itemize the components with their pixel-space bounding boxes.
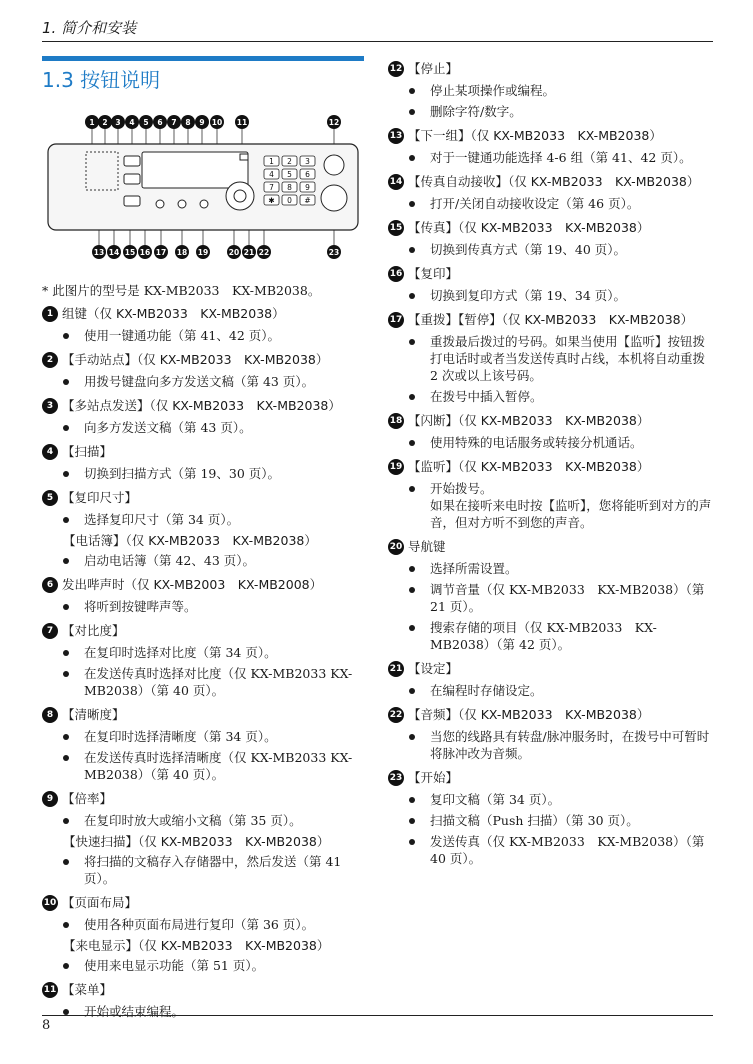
entry-heading (42, 576, 362, 594)
bullet-list (42, 1003, 362, 1020)
keypad-key-label: 5 (287, 170, 292, 179)
callouts-bottom (92, 245, 341, 259)
callout-number-badge: 22 (388, 707, 404, 723)
entry-title-text: 【传真自动接收】（仅 KX-MB2033 KX-MB2038） (408, 174, 700, 189)
entry-heading (388, 458, 713, 476)
callout-number: 7 (171, 118, 177, 127)
callout-number-badge: 11 (42, 982, 58, 998)
entry-title-text: 【监听】（仅 KX-MB2033 KX-MB2038） (408, 459, 650, 474)
button-entry (42, 576, 362, 615)
bullet-list (388, 241, 713, 258)
keypad-key-label: 0 (287, 196, 292, 205)
entry-title-text: 【重拨】【暂停】（仅 KX-MB2033 KX-MB2038） (408, 312, 694, 327)
bullet-item: 删除字符/数字。 (388, 103, 713, 120)
callout-number: 6 (157, 118, 163, 127)
bullet-item: 选择所需设置。 (388, 560, 713, 577)
entry-heading (42, 443, 362, 461)
running-header: 1. 简介和安装 (42, 19, 137, 37)
button-entry (42, 351, 362, 390)
section-title: 1.3 按钮说明 (42, 68, 161, 92)
mode-button-2 (124, 174, 140, 184)
entry-title-text: 【清晰度】 (62, 707, 125, 722)
keypad-key-label: ✱ (268, 196, 275, 205)
sub-bullet-list (42, 957, 362, 974)
bullet-list (388, 333, 713, 405)
mode-button-1 (124, 156, 140, 166)
left-column (42, 283, 362, 1027)
entry-title-text: 导航键 (408, 539, 446, 554)
start-button (321, 185, 347, 211)
bullet-item: 调节音量（仅 KX-MB2033 KX-MB2038）（第 21 页）。 (388, 581, 713, 615)
entry-heading (42, 489, 362, 507)
bullet-list (388, 149, 713, 166)
callout-number: 9 (199, 118, 205, 127)
keypad-key-label: 9 (305, 183, 310, 192)
stop-button (324, 155, 344, 175)
page-number: 8 (42, 1018, 51, 1033)
bullet-item: 重拨最后拨过的号码。如果当使用【监听】按钮拨打电话时或者当发送传真时占线，本机将自动重拨 2 次或以上该号码。 (388, 333, 713, 384)
entry-subtitle: 【电话簿】（仅 KX-MB2033 KX-MB2038） (63, 533, 317, 548)
keypad-key-label: 6 (305, 170, 310, 179)
button-entry (388, 311, 713, 405)
entry-heading (388, 706, 713, 724)
callout-number: 17 (155, 248, 167, 257)
callout-number: 14 (108, 248, 120, 257)
callout-number-badge: 7 (42, 623, 58, 639)
bullet-list (42, 598, 362, 615)
bullet-list (42, 373, 362, 390)
entry-heading (42, 351, 362, 369)
callout-number-badge: 21 (388, 661, 404, 677)
bullet-list (388, 480, 713, 531)
bullet-text: 开始拨号。 (430, 481, 493, 496)
entry-title-text: 【复印】 (408, 266, 459, 281)
section-bar (42, 56, 364, 61)
entry-heading (42, 706, 362, 724)
bullet-list (388, 434, 713, 451)
callout-number: 23 (328, 248, 340, 257)
entry-heading (388, 412, 713, 430)
bullet-list (42, 327, 362, 344)
right-entries (388, 60, 713, 867)
button-entry (388, 706, 713, 762)
bullet-list (388, 287, 713, 304)
bullet-item: 开始或结束编程。 (42, 1003, 362, 1020)
callout-number-badge: 16 (388, 266, 404, 282)
button-entry (388, 660, 713, 699)
entry-title-text: 【手动站点】（仅 KX-MB2033 KX-MB2038） (62, 352, 329, 367)
entry-heading (388, 311, 713, 329)
entry-subtitle: 【快速扫描】（仅 KX-MB2033 KX-MB2038） (63, 834, 330, 849)
mode-button-3 (124, 196, 140, 206)
keypad-key-label: 7 (269, 183, 274, 192)
button-entry (42, 397, 362, 436)
entry-heading (42, 397, 362, 415)
keypad-key-label: 2 (287, 157, 292, 166)
bullet-item: 使用特殊的电话服务或转接分机通话。 (388, 434, 713, 451)
button-entry (388, 769, 713, 867)
bullet-item: 启动电话簿（第 42、43 页）。 (42, 552, 362, 569)
entry-heading (388, 60, 713, 78)
button-entry (388, 219, 713, 258)
callout-number-badge: 13 (388, 128, 404, 144)
bullet-item: 在复印时放大或缩小文稿（第 35 页）。 (42, 812, 362, 829)
bullet-item: 切换到传真方式（第 19、40 页）。 (388, 241, 713, 258)
figure-note: * 此图片的型号是 KX-MB2033 KX-MB2038。 (42, 283, 321, 298)
entry-title-text: 【页面布局】 (62, 895, 138, 910)
bullet-item: 用拨号键盘向多方发送文稿（第 43 页）。 (42, 373, 362, 390)
entry-heading (388, 173, 713, 191)
bullet-item: 使用来电显示功能（第 51 页）。 (42, 957, 362, 974)
entry-title-text: 【复印尺寸】 (62, 490, 138, 505)
button-entry (388, 412, 713, 451)
entry-heading (388, 265, 713, 283)
entry-heading (42, 981, 362, 999)
callout-number: 5 (143, 118, 149, 127)
button-entry (388, 538, 713, 653)
bullet-list (388, 682, 713, 699)
small-button-1 (156, 200, 164, 208)
callout-number: 11 (236, 118, 248, 127)
bullet-item: 在复印时选择对比度（第 34 页）。 (42, 644, 362, 661)
callout-number-badge: 3 (42, 398, 58, 414)
entry-title-text: 【菜单】 (62, 982, 113, 997)
callout-number-badge: 14 (388, 174, 404, 190)
bullet-item: 复印文稿（第 34 页）。 (388, 791, 713, 808)
callouts-top (85, 115, 341, 129)
footer-rule (42, 1015, 713, 1016)
callout-number-badge: 15 (388, 220, 404, 236)
bullet-list (42, 465, 362, 482)
callout-number: 12 (328, 118, 340, 127)
navigator-inner (234, 190, 246, 202)
entry-title-text: 【对比度】 (62, 623, 125, 638)
bullet-list (42, 419, 362, 436)
callout-number-badge: 8 (42, 707, 58, 723)
bullet-item: 扫描文稿（Push 扫描）（第 30 页）。 (388, 812, 713, 829)
callout-number: 10 (211, 118, 223, 127)
bullet-item: 将扫描的文稿存入存储器中，然后发送（第 41 页）。 (42, 853, 362, 887)
bullet-list (42, 812, 362, 829)
entry-heading (42, 894, 362, 912)
bullet-item: 在编程时存储设定。 (388, 682, 713, 699)
callout-number: 13 (93, 248, 105, 257)
callout-number-badge: 4 (42, 444, 58, 460)
entry-subtitle: 【来电显示】（仅 KX-MB2033 KX-MB2038） (63, 938, 330, 953)
bullet-item: 将听到按键哔声等。 (42, 598, 362, 615)
button-entry (388, 60, 713, 120)
bullet-item: 在拨号中插入暂停。 (388, 388, 713, 405)
menu-key (240, 154, 248, 160)
button-entry (42, 790, 362, 887)
entry-title-text: 发出哔声时（仅 KX-MB2003 KX-MB2008） (62, 577, 323, 592)
callout-number-badge: 2 (42, 352, 58, 368)
entry-heading (42, 790, 362, 808)
entry-heading (388, 769, 713, 787)
lcd-display (142, 152, 248, 188)
callout-number-badge: 6 (42, 577, 58, 593)
entry-title-text: 【扫描】 (62, 444, 113, 459)
bullet-item: 打开/关闭自动接收设定（第 46 页）。 (388, 195, 713, 212)
entry-title-text: 【倍率】 (62, 791, 113, 806)
button-entry (42, 489, 362, 569)
entry-heading (388, 219, 713, 237)
bullet-continuation: 如果在接听来电时按【监听】，您将能听到对方的声音，但对方听不到您的声音。 (430, 498, 712, 530)
button-entry (388, 265, 713, 304)
bullet-list (388, 82, 713, 120)
right-column (388, 60, 713, 874)
bullet-list (388, 195, 713, 212)
callout-number: 18 (176, 248, 188, 257)
bullet-item: 切换到扫描方式（第 19、30 页）。 (42, 465, 362, 482)
control-panel-diagram (42, 112, 364, 262)
entry-title-text: 【闪断】（仅 KX-MB2033 KX-MB2038） (408, 413, 650, 428)
bullet-item: 使用一键通功能（第 41、42 页）。 (42, 327, 362, 344)
callout-number: 1 (89, 118, 95, 127)
sub-bullet-list (42, 853, 362, 887)
entry-title-text: 【多站点发送】（仅 KX-MB2033 KX-MB2038） (62, 398, 341, 413)
button-entry (388, 458, 713, 531)
callout-number-badge: 5 (42, 490, 58, 506)
entry-heading (388, 660, 713, 678)
bullet-item: 对于一键通功能选择 4-6 组（第 41、42 页）。 (388, 149, 713, 166)
bullet-item: 发送传真（仅 KX-MB2033 KX-MB2038）（第 40 页）。 (388, 833, 713, 867)
button-entry (42, 622, 362, 699)
callout-number: 16 (139, 248, 151, 257)
bullet-item: 当您的线路具有转盘/脉冲服务时，在拨号中可暂时将脉冲改为音频。 (388, 728, 713, 762)
callout-number: 19 (197, 248, 209, 257)
header-rule (42, 41, 713, 42)
bullet-list (42, 644, 362, 699)
bullet-item (388, 480, 713, 531)
callout-number-badge: 12 (388, 61, 404, 77)
bullet-item: 在发送传真时选择对比度（仅 KX-MB2033 KX-MB2038）（第 40 页）。 (42, 665, 362, 699)
entry-heading (388, 538, 713, 556)
callout-number: 2 (102, 118, 108, 127)
entry-heading (388, 127, 713, 145)
keypad-key-label: # (304, 196, 311, 205)
button-entry (388, 127, 713, 166)
callout-number-badge: 19 (388, 459, 404, 475)
callout-number: 4 (129, 118, 135, 127)
bullet-list (42, 728, 362, 783)
button-entry (42, 443, 362, 482)
entry-title-text: 【停止】 (408, 61, 459, 76)
callout-number: 3 (115, 118, 121, 127)
bullet-item: 切换到复印方式（第 19、34 页）。 (388, 287, 713, 304)
bullet-list (388, 560, 713, 653)
bullet-item: 向多方发送文稿（第 43 页）。 (42, 419, 362, 436)
bullet-list (388, 791, 713, 867)
left-entries (42, 305, 362, 1020)
callout-number: 21 (243, 248, 255, 257)
entry-title-text: 【音频】（仅 KX-MB2033 KX-MB2038） (408, 707, 650, 722)
callout-number-badge: 18 (388, 413, 404, 429)
keypad-key-label: 1 (269, 157, 274, 166)
callout-number: 15 (124, 248, 136, 257)
callout-number: 8 (185, 118, 191, 127)
bullet-item: 使用各种页面布局进行复印（第 36 页）。 (42, 916, 362, 933)
entry-title-text: 【开始】 (408, 770, 459, 785)
sub-bullet-list (42, 552, 362, 569)
bullet-item: 停止某项操作或编程。 (388, 82, 713, 99)
callout-number: 20 (228, 248, 240, 257)
callout-number-badge: 17 (388, 312, 404, 328)
bullet-list (42, 511, 362, 528)
callout-number-badge: 9 (42, 791, 58, 807)
bullet-item: 选择复印尺寸（第 34 页）。 (42, 511, 362, 528)
bullet-item: 搜索存储的项目（仅 KX-MB2033 KX-MB2038）（第 42 页）。 (388, 619, 713, 653)
entry-heading (42, 305, 362, 323)
bullet-list (42, 916, 362, 933)
bullet-item: 在复印时选择清晰度（第 34 页）。 (42, 728, 362, 745)
button-entry (42, 706, 362, 783)
entry-title-text: 【下一组】（仅 KX-MB2033 KX-MB2038） (408, 128, 662, 143)
callout-number-badge: 20 (388, 539, 404, 555)
button-entry (42, 305, 362, 344)
entry-title-text: 【传真】（仅 KX-MB2033 KX-MB2038） (408, 220, 650, 235)
entry-title-text: 组键（仅 KX-MB2033 KX-MB2038） (62, 306, 285, 321)
callout-number-badge: 10 (42, 895, 58, 911)
callout-number-badge: 23 (388, 770, 404, 786)
entry-title-text: 【设定】 (408, 661, 459, 676)
small-button-3 (200, 200, 208, 208)
button-entry (42, 894, 362, 974)
button-entry (388, 173, 713, 212)
keypad-key-label: 4 (269, 170, 274, 179)
bullet-list (388, 728, 713, 762)
callout-number: 22 (258, 248, 270, 257)
small-button-2 (178, 200, 186, 208)
callout-number-badge: 1 (42, 306, 58, 322)
bullet-item: 在发送传真时选择清晰度（仅 KX-MB2033 KX-MB2038）（第 40 页）。 (42, 749, 362, 783)
keypad-key-label: 8 (287, 183, 292, 192)
keypad-key-label: 3 (305, 157, 310, 166)
entry-heading (42, 622, 362, 640)
